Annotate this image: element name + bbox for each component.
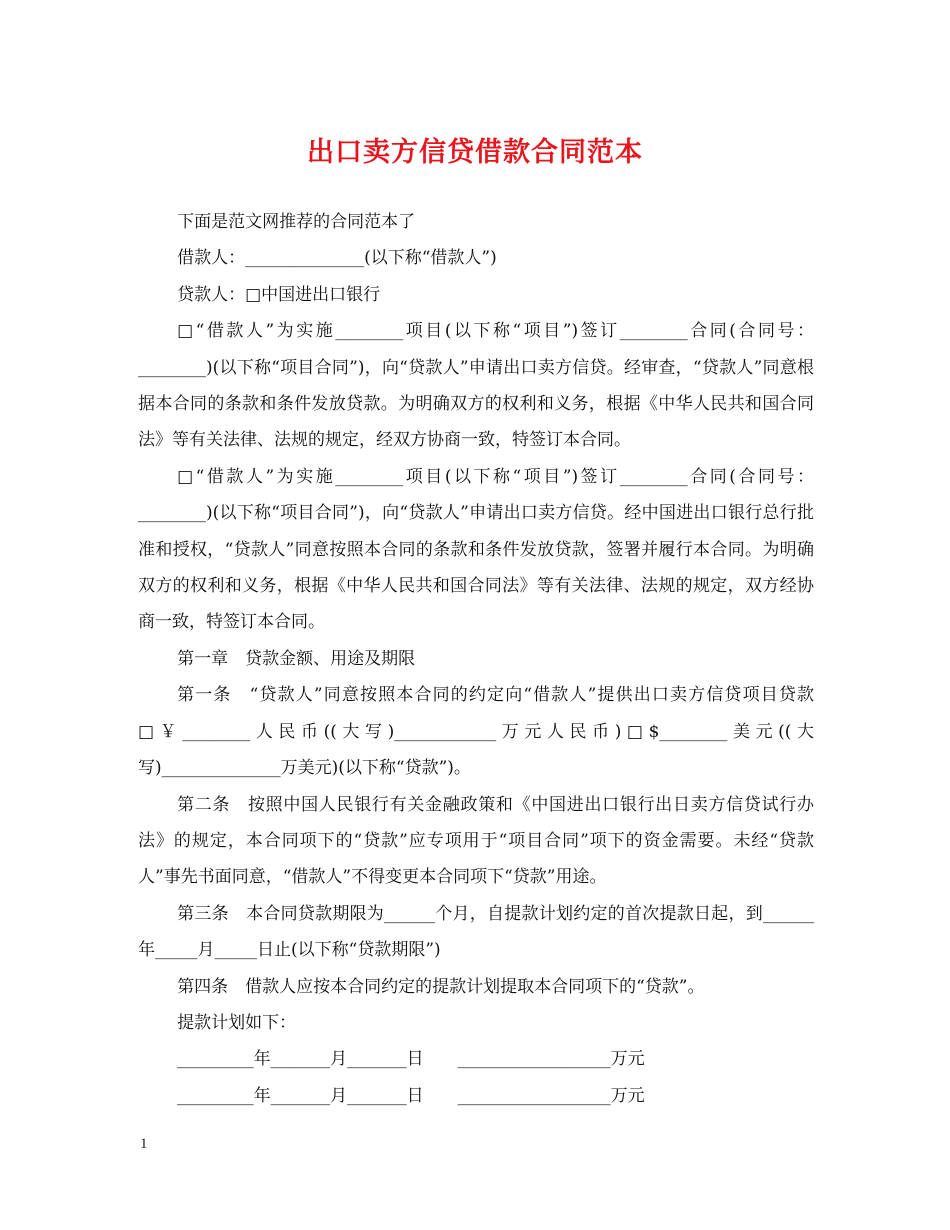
article-2: 第二条 按照中国人民银行有关金融政策和《中国进出口银行出日卖方信贷试行办法》的规定，本合同项下的“贷款”应专项用于“项目合同”项下的资金需要。未经“贷款人”事先书面同意，“借款人”不得变更本合同项下“贷款”用途。 — [138, 794, 814, 888]
article-1: 第一条 “贷款人”同意按照本合同的约定向“借款人”提供出口卖方信贷项目贷款□￥________人民币((大写)____________万元人民币)□$________美元((大写)______________万美元)(以下称“贷款”)。 — [138, 685, 814, 779]
lender-line: 贷款人：□中国进出口银行 — [177, 284, 381, 305]
preamble-option-2: □“借款人”为实施________项目(以下称“项目”)签订________合同(合同号：________)(以下称“项目合同”)，向“贷款人”申请出口卖方信贷。经中国进出口银行总行批准和授权，“贷款人”同意按照本合同的条款和条件发放贷款，签署并履行本合同。为明确双方的权利和义务，根据《中华人民共和国合同法》等有关法律、法规的规定，双方经协商一致，特签订本合同。 — [138, 466, 814, 633]
withdrawal-plan-label: 提款计划如下： — [177, 1012, 297, 1033]
document-title: 出口卖方信贷借款合同范本 — [307, 137, 643, 168]
document-body — [138, 204, 814, 1114]
borrower-line: 借款人：______________(以下称“借款人”) — [177, 248, 497, 269]
preamble-option-1: □“借款人”为实施________项目(以下称“项目”)签订________合同(合同号：________)(以下称“项目合同”)，向“贷款人”申请出口卖方信贷。经审查，“贷款人”同意根据本合同的条款和条件发放贷款。为明确双方的权利和义务，根据《中华人民共和国合同法》等有关法律、法规的规定，经双方协商一致，特签订本合同。 — [138, 321, 814, 451]
intro-paragraph: 下面是范文网推荐的合同范本了 — [177, 212, 416, 232]
page-number: 1 — [140, 1136, 148, 1152]
article-4: 第四条 借款人应按本合同约定的提款计划提取本合同项下的“贷款”。 — [177, 976, 705, 997]
article-3: 第三条 本合同贷款期限为______个月，自提款计划约定的首次提款日起，到______年_____月_____日止(以下称“贷款期限”) — [138, 903, 814, 961]
withdrawal-plan-row-1: _________年_______月_______日 __________________万元 — [177, 1049, 645, 1070]
chapter-heading: 第一章 贷款金额、用途及期限 — [177, 648, 416, 669]
withdrawal-plan-row-2: _________年_______月_______日 __________________万元 — [177, 1085, 645, 1106]
